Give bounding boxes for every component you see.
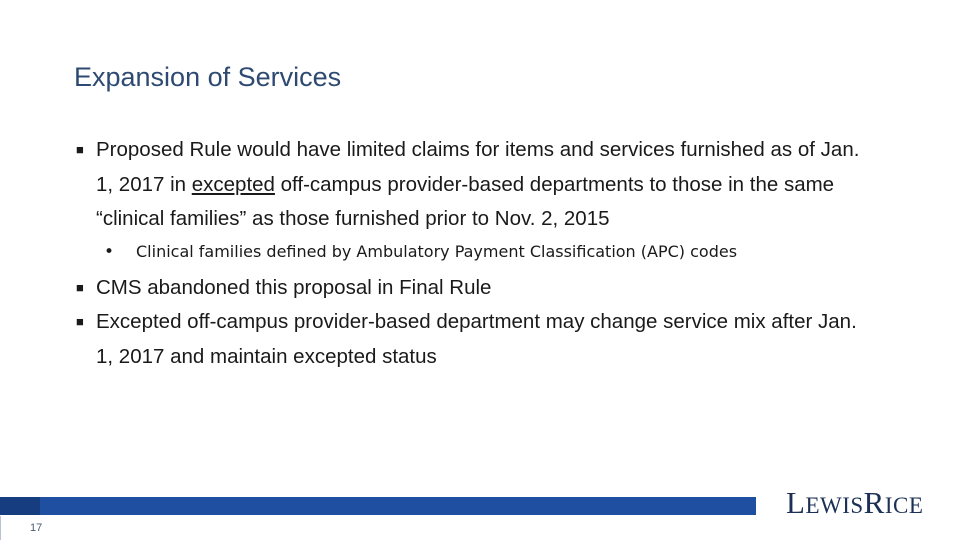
bullet-list [74, 133, 874, 374]
square-bullet-icon: ■ [76, 142, 84, 157]
bullet-item [74, 305, 874, 374]
bullet-item [74, 271, 874, 306]
underlined-term: excepted [191, 172, 275, 196]
bullet-item [74, 133, 874, 237]
square-bullet-icon: ■ [76, 279, 84, 295]
bullet-text: CMS abandoned this proposal in Final Rule [96, 275, 492, 299]
square-bullet-icon: ■ [76, 314, 84, 329]
footer-bar [0, 497, 756, 515]
round-bullet-icon: • [104, 241, 115, 262]
bullet-text: Excepted off-campus provider-based department may change service mix after Jan. 1, 2017 and maintain excepted status [96, 310, 857, 368]
lewis-rice-logo: LEWISRICE [786, 485, 924, 520]
bullet-text-part: Proposed Rule would have limited claims for items and services furnished as of Jan. 1, 2017 in [96, 138, 860, 196]
sub-bullet-item [74, 239, 836, 265]
footer-bar-accent [0, 497, 40, 515]
slide-title: Expansion of Services [74, 62, 342, 92]
bullet-text-part: off-campus provider-based departments to those in the same “clinical families” as those furnished prior to Nov. 2, 2015 [96, 172, 835, 230]
sub-bullet-text: Clinical families defined by Ambulatory Payment Classification (APC) codes [136, 241, 738, 261]
page-number: 17 [30, 522, 43, 534]
